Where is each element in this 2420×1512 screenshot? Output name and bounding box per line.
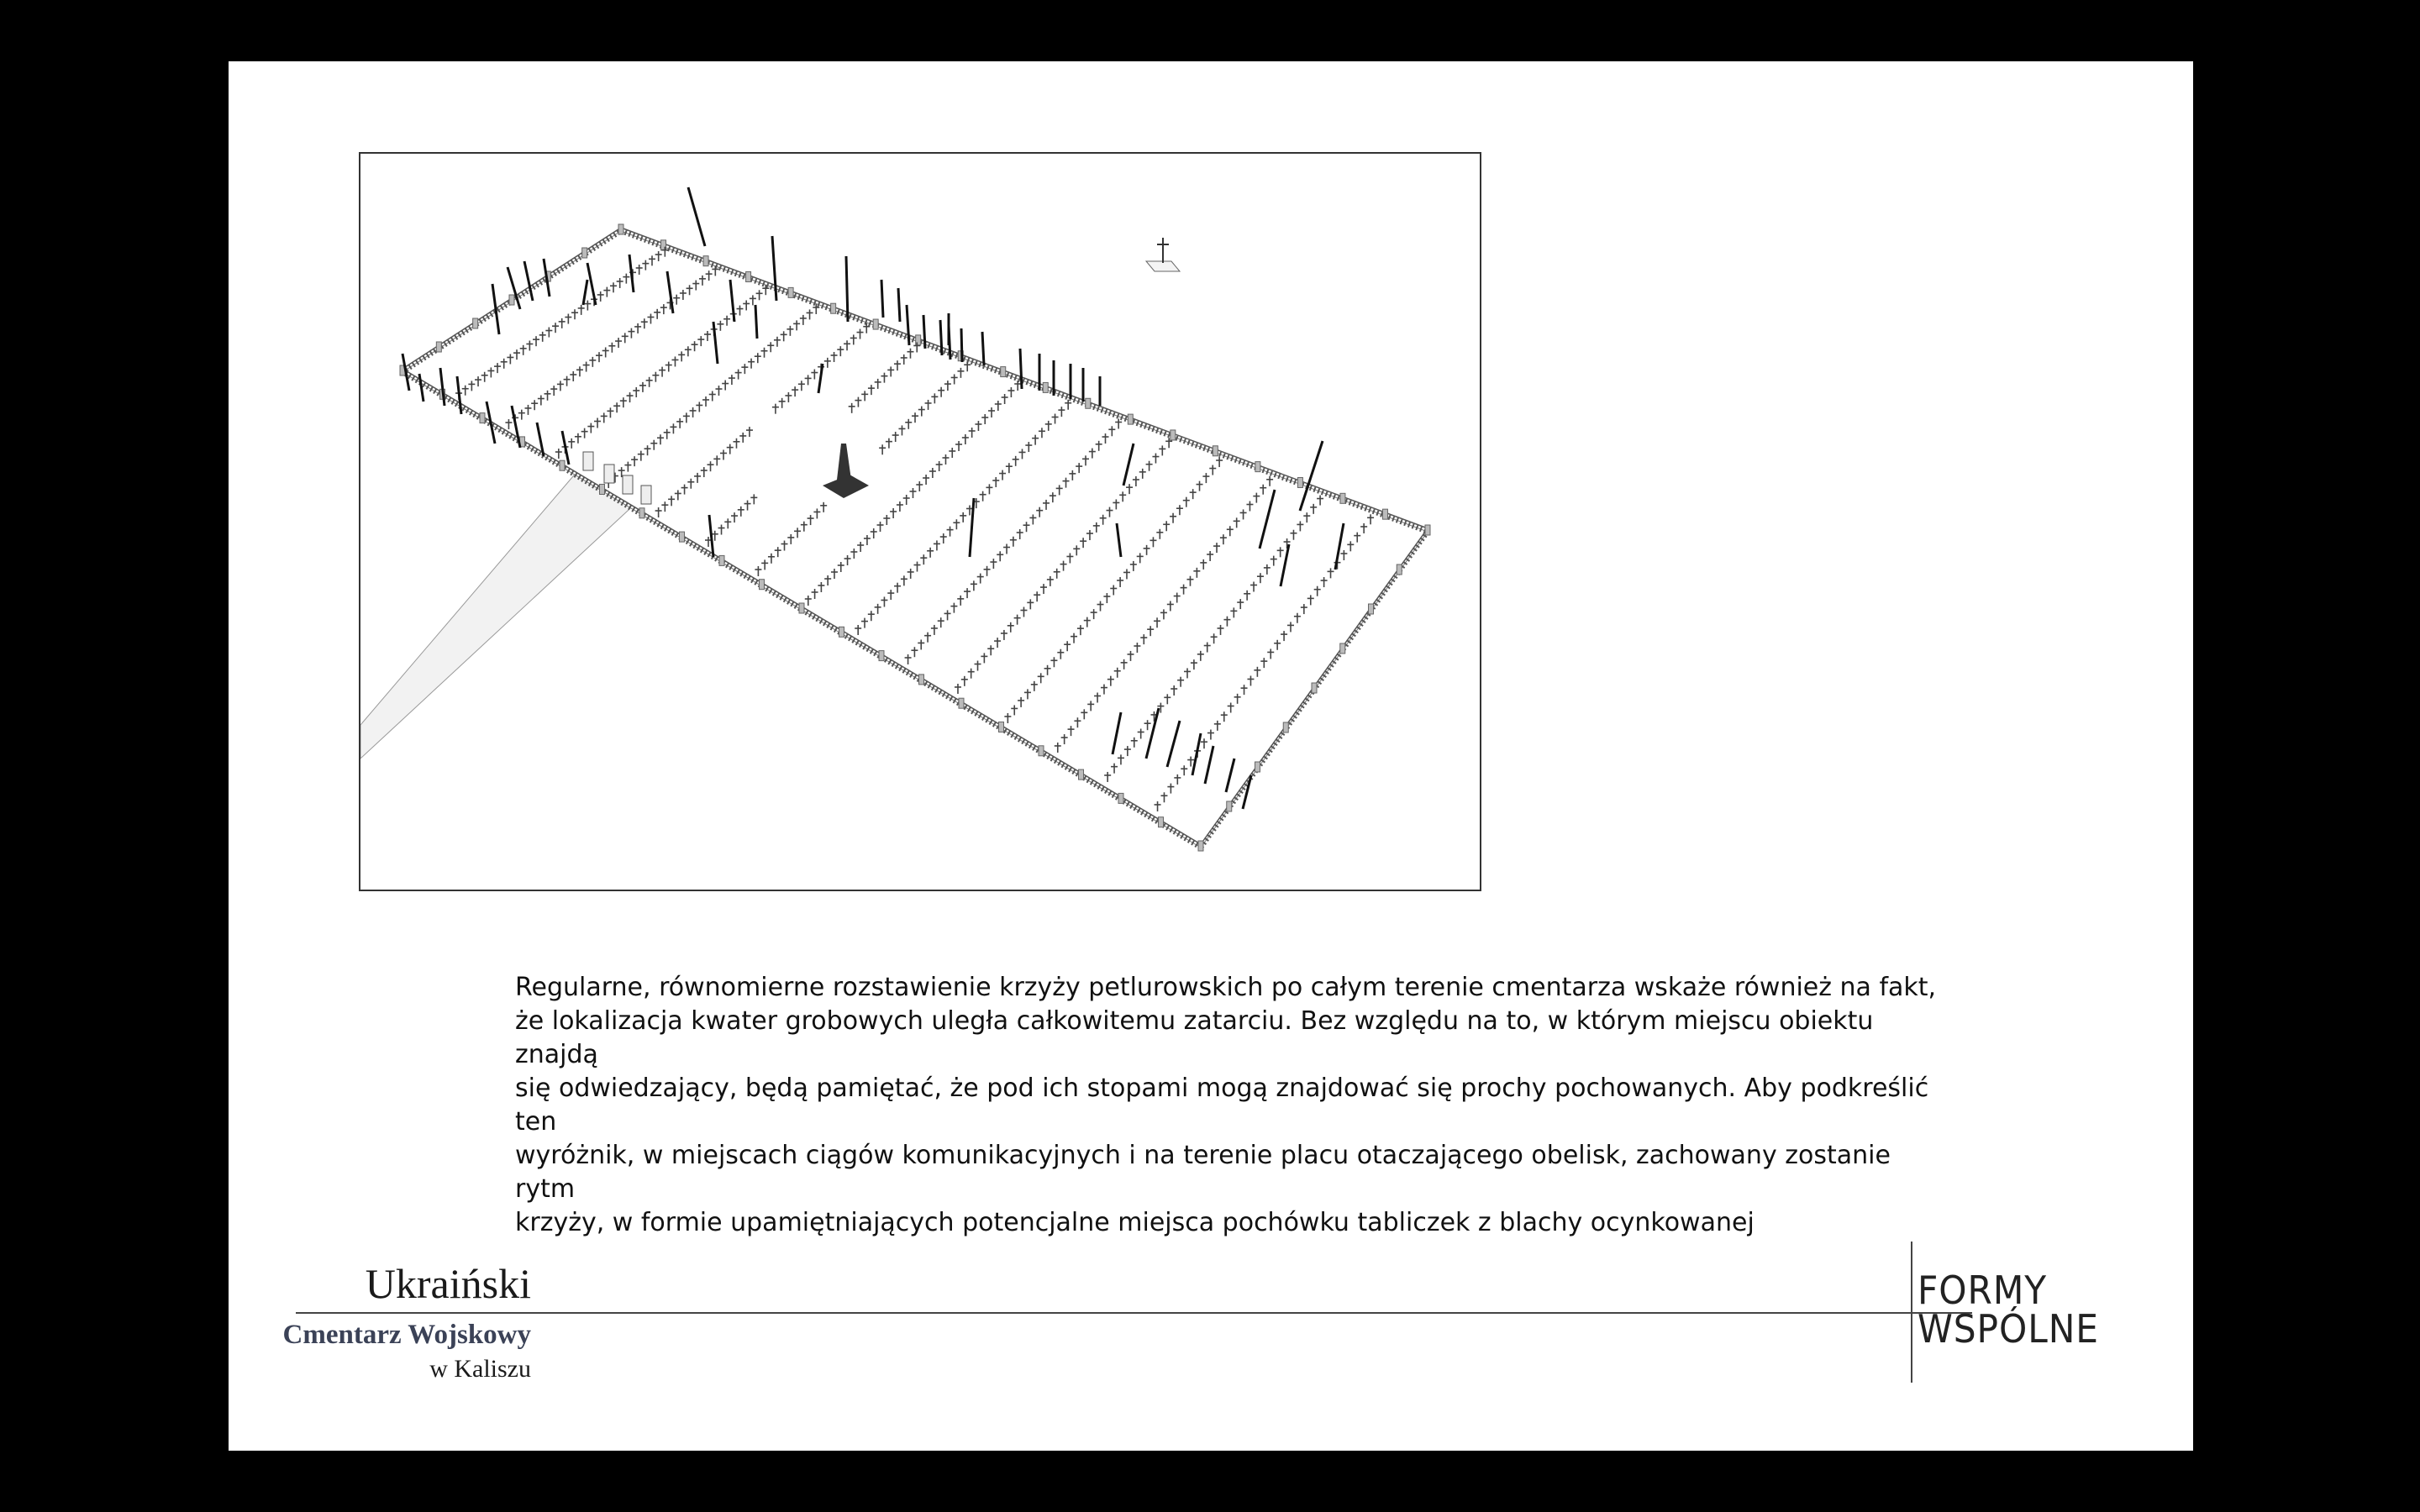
fence-post: [1171, 430, 1176, 440]
gate-pillar: [623, 475, 633, 494]
fence-post: [760, 580, 765, 590]
fence-post: [1297, 477, 1302, 487]
fence-post: [1369, 604, 1374, 614]
cemetery-model-drawing: [360, 154, 1481, 891]
fence-post: [746, 272, 751, 282]
fence-post: [639, 508, 644, 518]
memorial-pole: [1020, 349, 1022, 389]
fence-post: [436, 342, 441, 352]
memorial-pole: [961, 328, 962, 362]
fence-post: [509, 295, 514, 305]
memorial-pole: [846, 256, 848, 322]
fence-post: [703, 256, 708, 266]
fence-post: [1255, 462, 1260, 472]
fence-post: [1382, 509, 1387, 519]
memorial-pole: [755, 305, 757, 339]
title-block: [279, 1258, 531, 1386]
footer-divider: [296, 1312, 1972, 1314]
fence-post: [1118, 793, 1123, 803]
fence-post: [873, 319, 878, 329]
access-path: [360, 465, 650, 759]
fence-post: [1198, 841, 1203, 851]
gate-pillar: [604, 465, 614, 483]
memorial-pole: [923, 315, 925, 349]
fence-post: [1213, 446, 1218, 456]
description-paragraph: Regularne, równomierne rozstawienie krzyży petlurowskich po całym terenie cmentarza wskaże również na fakt, że lokalizacja kwater grobowych uległa całkowitemu zatarciu. Bez względu na to, w którym miejscu obiektu znajdą się odwiedzający, będą pamiętać, że pod ich stopami mogą znajdować się prochy pochowanych. Aby podkreślić ten wyróżnik, w miejscach ciągów komunikacyjnych i na terenie placu otaczającego obelisk, zachowany zostanie rytm krzyży, w formie upamiętniających potencjalne miejsca pochówku tabliczek z blachy ocynkowanej: [515, 973, 1937, 1237]
gate-pillar: [641, 486, 651, 504]
fence-post: [1283, 722, 1288, 732]
logo-divider: [1911, 1242, 1912, 1383]
fence-post: [879, 651, 884, 661]
fence-post: [1340, 493, 1345, 503]
fence-post: [618, 224, 623, 234]
title-main: Ukraiński: [365, 1260, 531, 1307]
fence-post: [788, 287, 793, 297]
fence-post: [473, 318, 478, 328]
fence-post: [1128, 414, 1133, 424]
fence-post: [999, 722, 1004, 732]
memorial-pole: [940, 320, 942, 355]
cemetery-model-figure: [359, 152, 1481, 891]
fence-post: [1001, 367, 1006, 377]
fence-post: [831, 303, 836, 313]
fence-post: [582, 248, 587, 258]
fence-post: [1079, 769, 1084, 780]
gate-pillar: [583, 452, 593, 470]
fence-post: [680, 532, 685, 542]
fence-post: [560, 460, 565, 470]
fence-post: [1159, 817, 1164, 827]
logo-line-1: FORMY: [1918, 1268, 2048, 1313]
fence-post: [839, 627, 844, 637]
fence-post: [480, 413, 485, 423]
formy-wspolne-logo: [1918, 1268, 2136, 1352]
memorial-pole: [881, 280, 883, 318]
fence-post: [1227, 801, 1232, 811]
fence-post: [1255, 762, 1260, 772]
title-subtitle: Cmentarz Wojskowy: [282, 1320, 531, 1350]
fence-post: [719, 555, 724, 565]
fence-post: [1425, 525, 1430, 535]
memorial-pole: [982, 332, 984, 365]
logo-line-2: WSPÓLNE: [1918, 1306, 2099, 1352]
fence-post: [1312, 683, 1317, 693]
slide: [229, 61, 2193, 1451]
fence-post: [1340, 643, 1345, 654]
fence-post: [959, 698, 964, 708]
fence-post: [1039, 746, 1044, 756]
fence-post: [600, 485, 605, 495]
fence-post: [1397, 564, 1402, 575]
memorial-pole: [688, 187, 705, 246]
title-city: w Kaliszu: [429, 1355, 531, 1383]
fence-post: [1086, 398, 1091, 408]
fence-post: [1043, 382, 1048, 392]
fence-post: [799, 603, 804, 613]
memorial-pole: [898, 288, 900, 322]
fence-post: [919, 675, 924, 685]
